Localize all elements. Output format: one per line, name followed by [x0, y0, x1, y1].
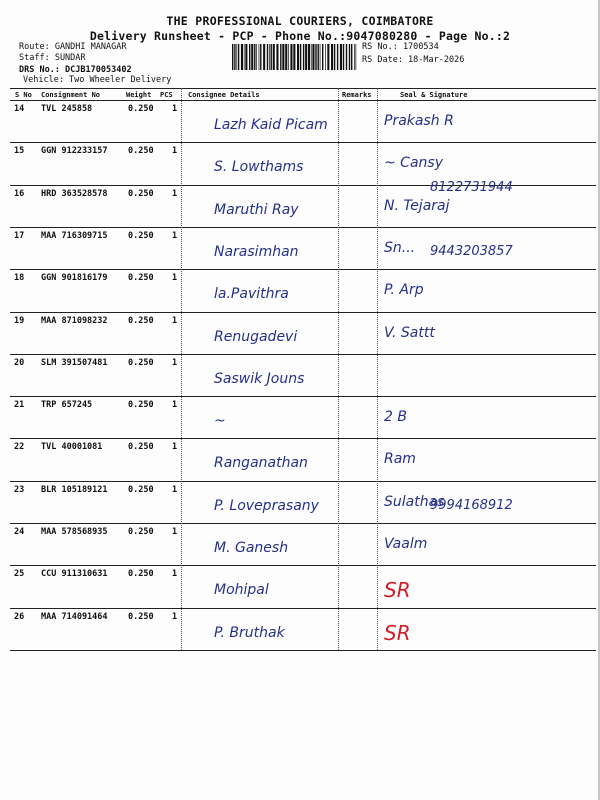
col-header-sno: S No [15, 91, 32, 99]
row-signature-handwritten: P. Arp [384, 282, 424, 299]
row-weight: 0.250 [128, 357, 154, 368]
row-divider [10, 142, 596, 143]
row-pcs: 1 [172, 611, 178, 622]
row-signature-handwritten: 2 B [384, 409, 407, 426]
col-header-remarks: Remarks [342, 91, 372, 99]
row-pcs: 1 [172, 357, 178, 368]
row-consignee-handwritten: la.Pavithra [214, 286, 289, 303]
row-weight: 0.250 [128, 188, 154, 199]
row-signature-handwritten: Sulathas [384, 493, 445, 510]
row-consignee-handwritten: Ranganathan [214, 455, 308, 472]
row-weight: 0.250 [128, 527, 154, 537]
row-weight: 0.250 [128, 104, 154, 114]
row-sno: 25 [14, 569, 25, 580]
row-consignment-no: TVL 245858 [41, 104, 93, 114]
row-weight: 0.250 [128, 146, 154, 157]
row-phone-note: 9994168912 [430, 497, 513, 513]
row-sno: 23 [14, 484, 25, 495]
row-consignment-no: BLR 105189121 [41, 484, 108, 495]
row-consignment-no: MAA 578568935 [41, 527, 108, 537]
row-sno: 22 [14, 442, 25, 453]
row-weight: 0.250 [128, 230, 154, 241]
row-consignment-no: MAA 871098232 [41, 315, 108, 326]
row-weight: 0.250 [128, 400, 154, 411]
row-pcs: 1 [172, 146, 178, 157]
table-header-rule [10, 100, 596, 101]
row-divider [10, 650, 596, 651]
row-signature-handwritten: ~ Cansy [384, 155, 443, 172]
row-sno: 21 [14, 400, 25, 411]
row-divider [10, 608, 596, 609]
row-consignee-handwritten: M. Ganesh [214, 540, 289, 556]
row-signature-handwritten: N. Tejaraj [384, 197, 450, 214]
row-weight: 0.250 [128, 315, 154, 326]
company-title: THE PROFESSIONAL COURIERS, COIMBATORE [166, 14, 434, 28]
row-pcs: 1 [172, 104, 178, 114]
row-divider [10, 438, 596, 439]
table-top-rule [10, 88, 596, 89]
column-separator [181, 88, 182, 650]
row-sno: 15 [14, 146, 25, 157]
row-weight: 0.250 [128, 569, 154, 580]
row-signature-handwritten: Prakash R [384, 113, 454, 129]
column-separator [377, 88, 378, 650]
row-sno: 20 [14, 357, 25, 368]
row-consignment-no: GGN 901816179 [41, 273, 108, 284]
row-consignee-handwritten: Lazh Kaid Picam [214, 117, 328, 133]
column-separator [338, 88, 339, 650]
col-header-pcs: PCS [160, 91, 173, 99]
row-phone-note: 8122731944 [430, 179, 513, 195]
row-sno: 16 [14, 188, 25, 199]
row-sno: 19 [14, 315, 25, 326]
row-consignment-no: SLM 391507481 [41, 357, 108, 368]
row-sno: 26 [14, 611, 25, 622]
row-pcs: 1 [172, 442, 178, 453]
row-pcs: 1 [172, 400, 178, 411]
row-sno: 14 [14, 104, 25, 114]
row-divider [10, 227, 596, 228]
row-signature-handwritten: Ram [384, 451, 416, 468]
row-divider [10, 523, 596, 524]
row-consignment-no: CCU 911310631 [41, 569, 108, 580]
row-pcs: 1 [172, 569, 178, 580]
row-divider [10, 565, 596, 566]
row-signature-handwritten: V. Sattt [384, 324, 435, 341]
row-consignment-no: HRD 363528578 [41, 188, 108, 199]
row-consignment-no: GGN 912233157 [41, 146, 108, 157]
row-weight: 0.250 [128, 484, 154, 495]
row-divider [10, 481, 596, 482]
row-pcs: 1 [172, 484, 178, 495]
route-label: Route: GANDHI MANAGAR [19, 42, 127, 52]
row-signature-handwritten: SR [384, 620, 411, 645]
rs-number: RS No.: 1700534 [362, 42, 439, 52]
col-header-consignment: Consignment No [41, 91, 101, 99]
row-consignee-handwritten: Mohipal [214, 582, 269, 599]
row-consignee-handwritten: Saswik Jouns [214, 370, 305, 387]
row-consignee-handwritten: P. Loveprasany [214, 497, 319, 514]
row-signature-handwritten: Vaalm [384, 536, 428, 552]
row-divider [10, 354, 596, 355]
row-divider [10, 312, 596, 313]
row-sno: 24 [14, 527, 25, 537]
barcode [232, 44, 358, 70]
row-weight: 0.250 [128, 611, 154, 622]
row-pcs: 1 [172, 527, 178, 537]
row-consignee-handwritten: Maruthi Ray [214, 201, 299, 218]
col-header-signature: Seal & Signature [400, 91, 468, 99]
row-consignee-handwritten: Renugadevi [214, 328, 298, 345]
row-divider [10, 396, 596, 397]
col-header-consignee: Consignee Details [188, 91, 260, 99]
vehicle-label: Vehicle: Two Wheeler Delivery [23, 75, 172, 85]
drs-label: DRS No.: DCJB170053402 [19, 65, 132, 75]
runsheet-subtitle: Delivery Runsheet - PCP - Phone No.:9047080280 - Page No.:2 [89, 29, 511, 43]
row-weight: 0.250 [128, 273, 154, 284]
row-signature-handwritten: SR [384, 578, 411, 603]
row-pcs: 1 [172, 188, 178, 199]
row-phone-note: 9443203857 [430, 243, 513, 259]
row-consignee-handwritten: ~ [214, 413, 226, 430]
row-consignment-no: MAA 714091464 [41, 611, 108, 622]
row-pcs: 1 [172, 273, 178, 284]
row-sno: 17 [14, 230, 25, 241]
row-consignment-no: MAA 716309715 [41, 230, 108, 241]
row-consignee-handwritten: Narasimhan [214, 243, 299, 260]
row-sno: 18 [14, 273, 25, 284]
row-consignment-no: TRP 657245 [41, 400, 93, 411]
row-consignee-handwritten: S. Lowthams [214, 159, 304, 176]
row-pcs: 1 [172, 230, 178, 241]
row-divider [10, 269, 596, 270]
staff-label: Staff: SUNDAR [19, 53, 86, 63]
row-pcs: 1 [172, 315, 178, 326]
row-weight: 0.250 [128, 442, 154, 453]
rs-date: RS Date: 18-Mar-2026 [362, 55, 465, 65]
row-signature-handwritten: Sn... [384, 239, 416, 256]
row-consignee-handwritten: P. Bruthak [214, 624, 285, 641]
col-header-weight: Weight [126, 91, 152, 99]
row-consignment-no: TVL 40001081 [41, 442, 103, 453]
